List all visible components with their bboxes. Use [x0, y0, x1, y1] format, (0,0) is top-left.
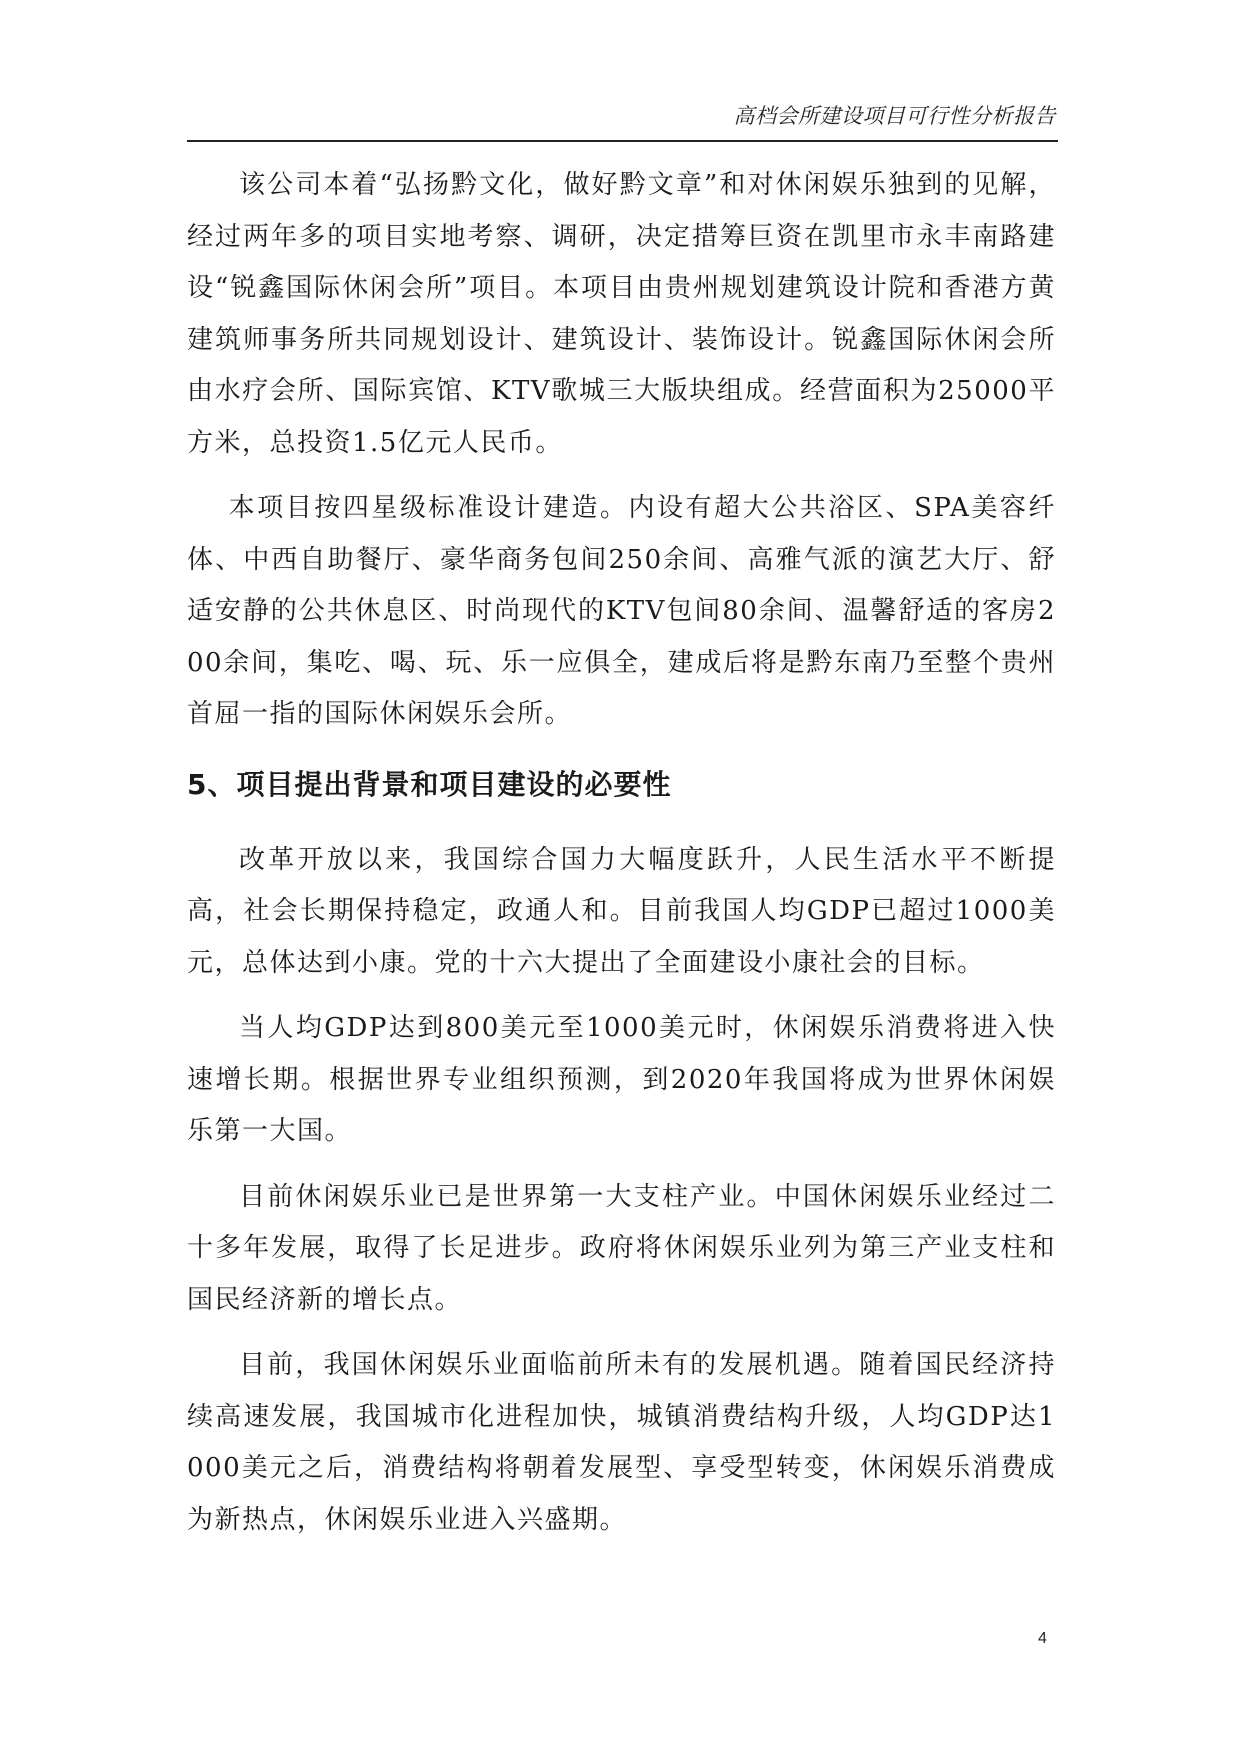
- page-header: [187, 92, 1058, 142]
- paragraph-gdp-growth: 当人均GDP达到800美元至1000美元时，休闲娱乐消费将进入快速增长期。根据世界专业组织预测，到2020年我国将成为世界休闲娱乐第一大国。: [187, 1013, 1056, 1146]
- document-body: [187, 160, 1056, 1560]
- paragraph-company-intro: 该公司本着“弘扬黔文化，做好黔文章”和对休闲娱乐独到的见解，经过两年多的项目实地考察、调研，决定措筹巨资在凯里市永丰南路建设“锐鑫国际休闲会所”项目。本项目由贵州规划建筑设计院和香港方黄建筑师事务所共同规划设计、建筑设计、装饰设计。锐鑫国际休闲会所由水疗会所、国际宾馆、KTV歌城三大版块组成。经营面积为25000平方米，总投资1.5亿元人民币。: [187, 170, 1056, 458]
- paragraph-project-facilities: 本项目按四星级标准设计建造。内设有超大公共浴区、SPA美容纤体、中西自助餐厅、豪华商务包间250余间、高雅气派的演艺大厅、舒适安静的公共休息区、时尚现代的KTV包间80余间、温馨舒适的客房200余间，集吃、喝、玩、乐一应俱全，建成后将是黔东南乃至整个贵州首屈一指的国际休闲娱乐会所。: [187, 493, 1056, 729]
- paragraph-reform-background: 改革开放以来，我国综合国力大幅度跃升，人民生活水平不断提高，社会长期保持稳定，政通人和。目前我国人均GDP已超过1000美元，总体达到小康。党的十六大提出了全面建设小康社会的目标。: [187, 844, 1056, 978]
- paragraph-development-opportunity: 目前，我国休闲娱乐业面临前所未有的发展机遇。随着国民经济持续高速发展，我国城市化进程加快，城镇消费结构升级，人均GDP达1000美元之后，消费结构将朝着发展型、享受型转变，休闲娱乐消费成为新热点，休闲娱乐业进入兴盛期。: [187, 1350, 1056, 1535]
- header-title: 高档会所建设项目可行性分析报告: [733, 104, 1056, 128]
- section-heading: 5、项目提出背景和项目建设的必要性: [187, 767, 672, 801]
- paragraph-industry-pillar: 目前休闲娱乐业已是世界第一大支柱产业。中国休闲娱乐业经过二十多年发展，取得了长足进步。政府将休闲娱乐业列为第三产业支柱和国民经济新的增长点。: [187, 1181, 1056, 1315]
- page-number: 4: [1038, 1630, 1047, 1647]
